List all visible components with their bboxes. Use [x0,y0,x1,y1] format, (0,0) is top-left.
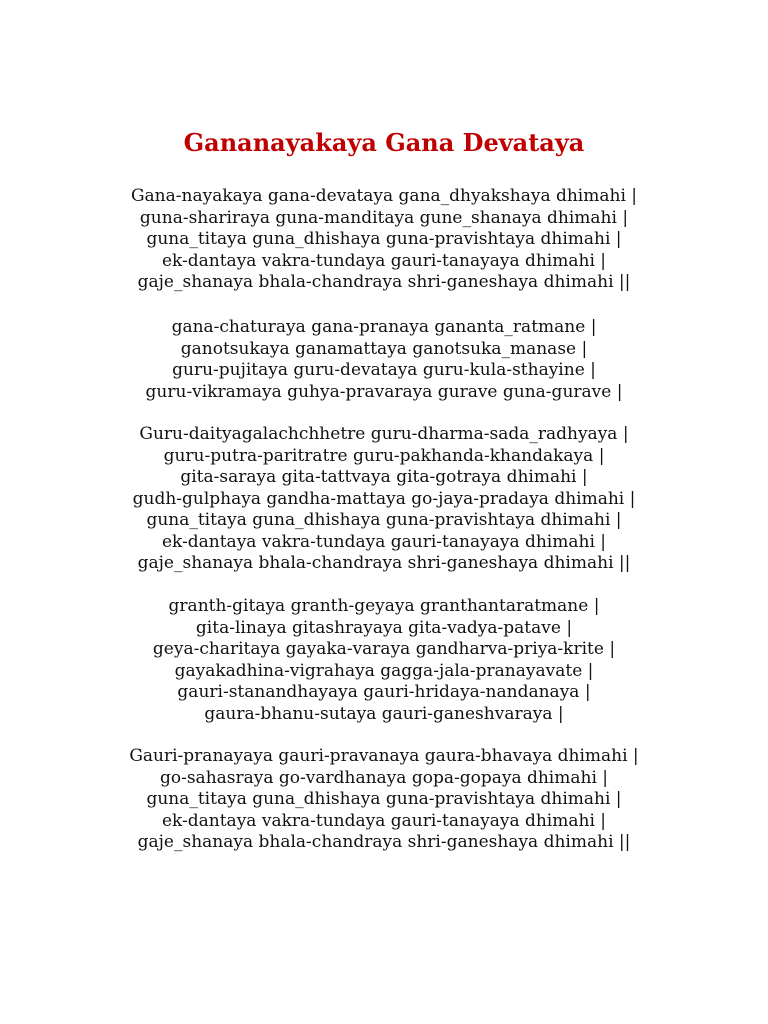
verse-line: gana-chaturaya gana-pranaya gananta_ratmane | [171,317,597,337]
verse-line: ek-dantaya vakra-tundaya gauri-tanayaya dhimahi | [161,810,607,831]
verse-line: guru-vikramaya guhya-pravaraya gurave guna-gurave | [145,381,623,402]
verse-line: guna_titaya guna_dhishaya guna-pravishtaya dhimahi | [146,510,622,530]
verse-line: go-sahasraya go-vardhanaya gopa-gopaya dhimahi | [159,767,609,788]
verse-line: Guru-daityagalachchhetre guru-dharma-sada_radhyaya | [139,424,629,444]
verse-line: granth-gitaya granth-geyaya granthantaratmane | [168,596,600,616]
verse-line: gudh-gulphaya gandha-mattaya go-jaya-pradaya dhimahi | [132,488,636,509]
verse-line: ganotsukaya ganamattaya ganotsuka_manase | [180,338,588,359]
verse-line: Gauri-pranayaya gauri-pravanaya gaura-bhavaya dhimahi | [129,746,639,766]
verse-line: gaje_shanaya bhala-chandraya shri-ganeshaya dhimahi || [137,832,631,852]
verse-line: gaje_shanaya bhala-chandraya shri-ganeshaya dhimahi || [137,553,631,573]
verse-line: guru-putra-paritratre guru-pakhanda-khandakaya | [163,445,605,466]
verse-line: gayakadhina-vigrahaya gagga-jala-pranayavate | [174,660,594,681]
verse-line: gauri-stanandhayaya gauri-hridaya-nandanaya | [177,682,591,702]
verse-line: Gana-nayakaya gana-devataya gana_dhyakshaya dhimahi | [130,186,638,206]
verse-line: guna-shariraya guna-manditaya gune_shanaya dhimahi | [139,207,629,228]
page-title: Gananayakaya Gana Devataya [183,128,585,157]
verse-line: guna_titaya guna_dhishaya guna-pravishtaya dhimahi | [146,789,622,809]
stanza-1 [0,186,768,294]
verse-line: gaura-bhanu-sutaya gauri-ganeshvaraya | [204,703,564,724]
verse-line: guna_titaya guna_dhishaya guna-pravishtaya dhimahi | [146,229,622,249]
stanza-5 [0,746,768,854]
verse-line: ek-dantaya vakra-tundaya gauri-tanayaya dhimahi | [161,250,607,271]
stanza-2 [0,317,768,403]
stanza-3 [0,424,768,575]
verse-line: gaje_shanaya bhala-chandraya shri-ganeshaya dhimahi || [137,272,631,292]
verse-line: gita-linaya gitashrayaya gita-vadya-patave | [195,617,573,638]
verse-line: geya-charitaya gayaka-varaya gandharva-priya-krite | [152,639,616,659]
stanza-4 [0,596,768,725]
verse-line: guru-pujitaya guru-devataya guru-kula-sthayine | [172,360,596,380]
verse-line: ek-dantaya vakra-tundaya gauri-tanayaya dhimahi | [161,531,607,552]
verse-line: gita-saraya gita-tattvaya gita-gotraya dhimahi | [180,467,588,487]
